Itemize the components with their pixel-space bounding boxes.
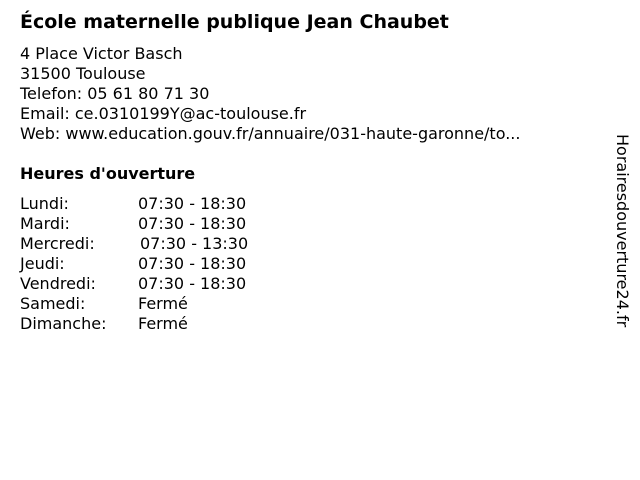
time-value: 07:30 - 18:30 xyxy=(138,254,247,273)
day-label: Samedi: xyxy=(20,294,86,313)
time-value: Fermé xyxy=(138,294,188,313)
website-link[interactable]: Web: www.education.gouv.fr/annuaire/031-haute-garonne/to... xyxy=(20,124,521,143)
contact-info xyxy=(20,44,520,144)
day-label: Mercredi: xyxy=(20,234,95,253)
email-address: Email: ce.0310199Y@ac-toulouse.fr xyxy=(20,104,307,123)
time-value: 07:30 - 18:30 xyxy=(138,274,247,293)
day-label: Lundi: xyxy=(20,194,69,213)
street-address: 4 Place Victor Basch xyxy=(20,44,183,63)
day-label: Dimanche: xyxy=(20,314,107,333)
phone-number: Telefon: 05 61 80 71 30 xyxy=(20,84,210,103)
time-value: 07:30 - 13:30 xyxy=(140,234,249,253)
time-value: 07:30 - 18:30 xyxy=(138,214,247,233)
site-watermark: Horairesdouverture24.fr xyxy=(613,134,632,328)
day-label: Mardi: xyxy=(20,214,70,233)
time-value: 07:30 - 18:30 xyxy=(138,194,247,213)
postal-city: 31500 Toulouse xyxy=(20,64,146,83)
time-value: Fermé xyxy=(138,314,188,333)
hours-heading: Heures d'ouverture xyxy=(20,164,196,183)
day-label: Jeudi: xyxy=(20,254,65,273)
day-label: Vendredi: xyxy=(20,274,96,293)
school-name: École maternelle publique Jean Chaubet xyxy=(20,11,449,33)
